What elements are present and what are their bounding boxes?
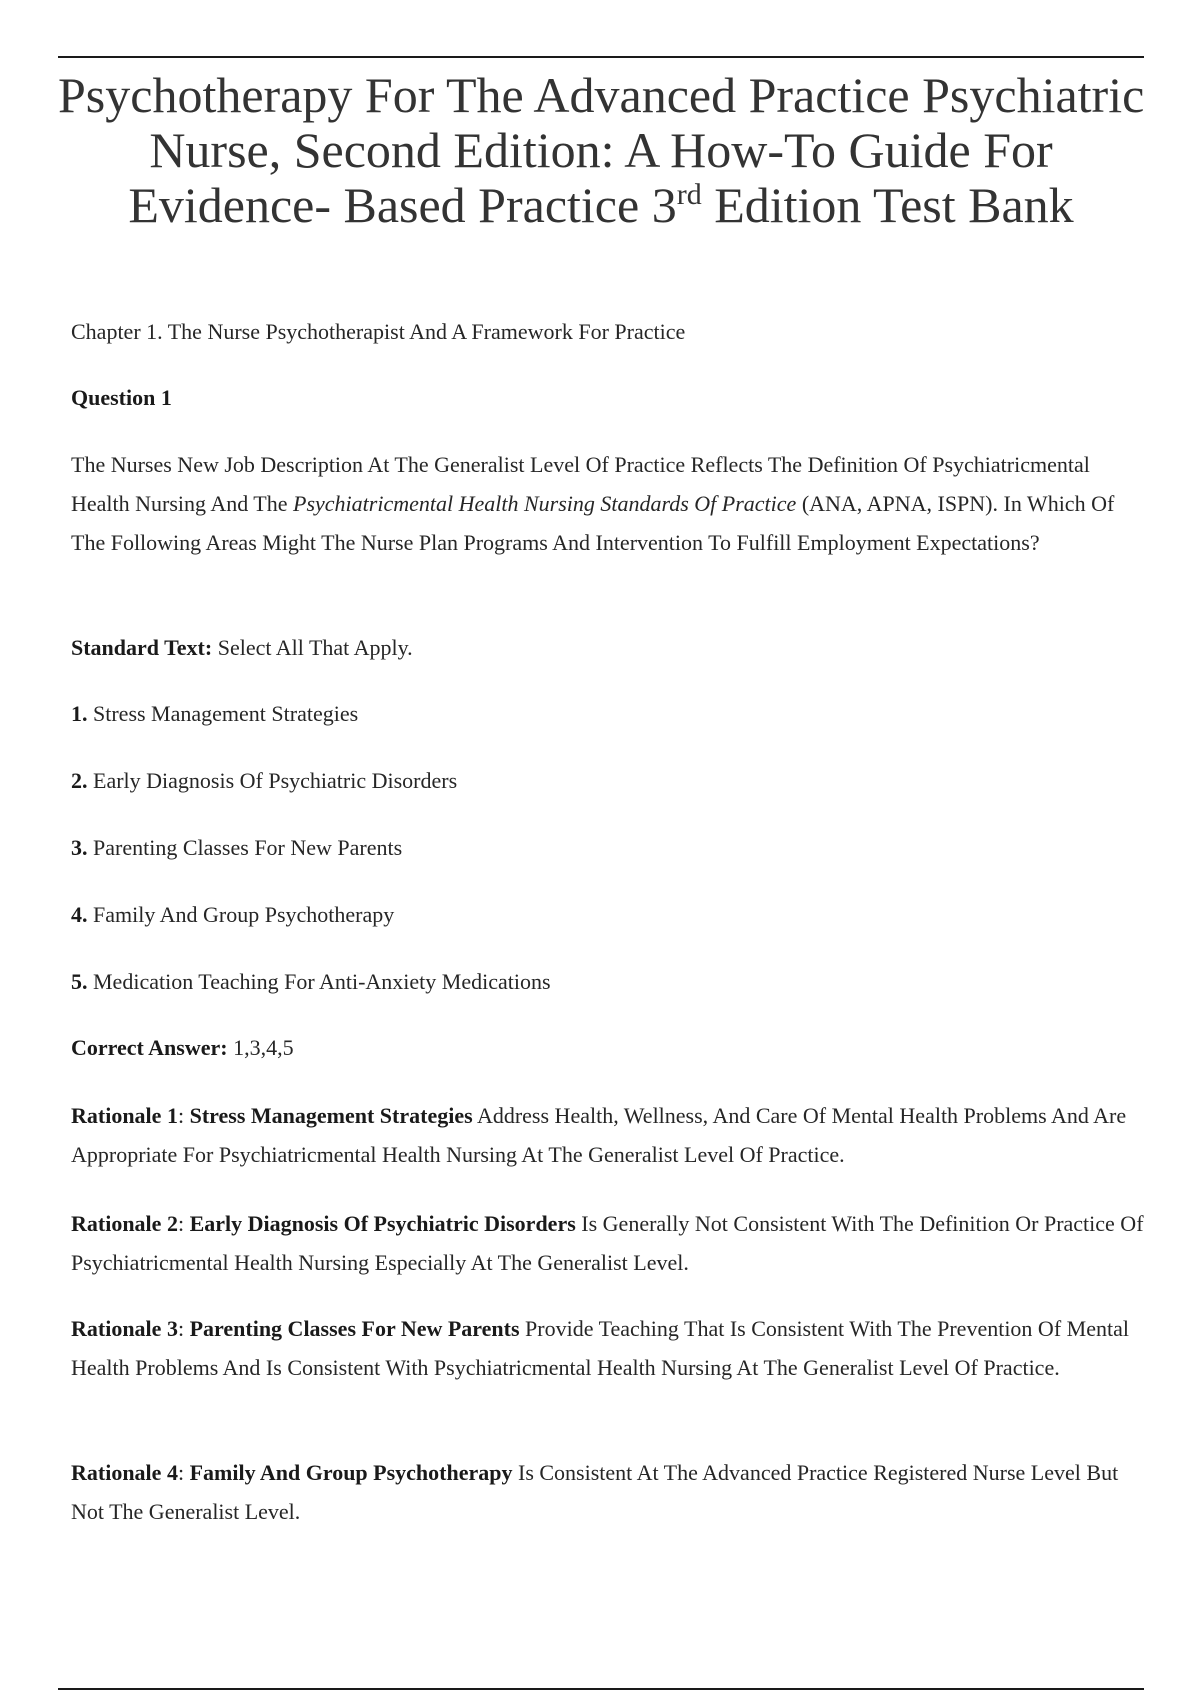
question-text-end: (ANA, APNA, ISPN). In Which Of The Following Areas Might The Nurse Plan Programs And Intervention To Fulfill Employment Expectations? (71, 491, 1115, 555)
question-heading-text: Question 1 (71, 385, 172, 410)
option-1 (71, 694, 1151, 733)
option-number: 1. (71, 701, 88, 726)
top-rule (58, 56, 1144, 58)
rationale-4 (71, 1453, 1151, 1531)
rationale-text: Provide Teaching That Is Consistent With The Prevention Of Mental Health Problems And Is Consistent With Psychiatricmental Health Nursing At The Generalist Level Of Practice. (71, 1316, 1129, 1380)
standard-text-label: Standard Text: (71, 635, 213, 660)
bottom-rule (58, 1688, 1144, 1690)
option-number: 5. (71, 969, 88, 994)
rationale-separator: : (177, 1211, 190, 1236)
option-3 (71, 828, 1151, 867)
rationale-2 (71, 1204, 1151, 1282)
standard-text (71, 628, 1151, 667)
rationale-separator: : (177, 1103, 190, 1128)
rationale-text: Is Generally Not Consistent With The Definition Or Practice Of Psychiatricmental Health Nursing Especially At The Generalist Level. (71, 1211, 1144, 1275)
rationale-separator: : (177, 1316, 190, 1341)
option-number: 4. (71, 902, 88, 927)
option-5 (71, 962, 1151, 1001)
rationale-separator: : (177, 1460, 190, 1485)
question-text-start: The Nurses New Job Description At The Generalist Level Of Practice Reflects The Definition Of Psychiatricmental Health Nursing And The (71, 452, 1090, 516)
rationale-text: Is Consistent At The Advanced Practice Registered Nurse Level But Not The Generalist Level. (71, 1460, 1119, 1524)
title-ordinal-suffix: rd (676, 178, 702, 211)
title-line-3-start: Evidence- Based Practice 3 (128, 177, 677, 233)
rationale-label: Rationale 1 (71, 1103, 178, 1128)
rationale-1 (71, 1096, 1151, 1174)
option-text: Early Diagnosis Of Psychiatric Disorders (87, 768, 458, 793)
title-line-2: Nurse, Second Edition: A How-To Guide For (149, 122, 1053, 178)
option-text: Family And Group Psychotherapy (87, 902, 395, 927)
option-text: Parenting Classes For New Parents (87, 835, 403, 860)
rationale-label: Rationale 2 (71, 1211, 178, 1236)
rationale-option: Stress Management Strategies (189, 1103, 473, 1128)
title-line-1: Psychotherapy For The Advanced Practice Psychiatric (58, 67, 1145, 123)
correct-answer-value: 1,3,4,5 (227, 1035, 294, 1060)
correct-answer-label: Correct Answer: (71, 1035, 228, 1060)
option-text: Medication Teaching For Anti-Anxiety Medications (87, 969, 551, 994)
rationale-option: Early Diagnosis Of Psychiatric Disorders (189, 1211, 576, 1236)
chapter-heading: Chapter 1. The Nurse Psychotherapist And A Framework For Practice (71, 319, 686, 344)
rationale-label: Rationale 3 (71, 1316, 178, 1341)
rationale-option: Parenting Classes For New Parents (189, 1316, 520, 1341)
correct-answer (71, 1028, 1151, 1067)
title-line-3-end: Edition Test Bank (701, 177, 1074, 233)
question-text-italic: Psychiatricmental Health Nursing Standards Of Practice (293, 491, 797, 516)
rationale-text: Address Health, Wellness, And Care Of Mental Health Problems And Are Appropriate For Psychiatricmental Health Nursing At The Generalist Level Of Practice. (71, 1103, 1127, 1167)
option-number: 2. (71, 768, 88, 793)
question-heading (71, 378, 1151, 417)
question-stem (71, 445, 1151, 562)
document-title (58, 68, 1144, 233)
rationale-label: Rationale 4 (71, 1460, 178, 1485)
title-line-3 (58, 178, 1144, 233)
rationale-option: Family And Group Psychotherapy (189, 1460, 513, 1485)
option-text: Stress Management Strategies (87, 701, 359, 726)
option-2 (71, 761, 1151, 800)
option-4 (71, 895, 1151, 934)
rationale-3 (71, 1309, 1151, 1387)
standard-text-value: Select All That Apply. (212, 635, 413, 660)
option-number: 3. (71, 835, 88, 860)
